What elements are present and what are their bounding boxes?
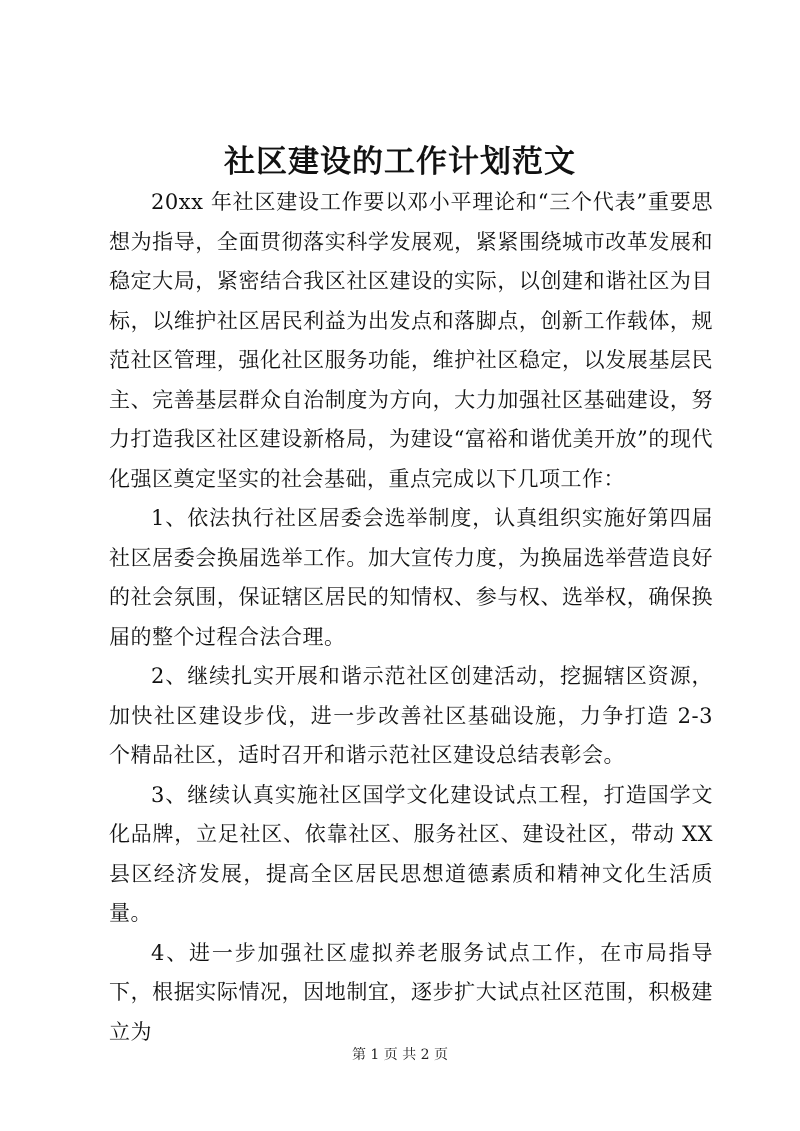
paragraph-intro: 20xx 年社区建设工作要以邓小平理论和“三个代表”重要思想为指导，全面贯彻落实科学发展观，紧紧围绕城市改革发展和稳定大局，紧密结合我区社区建设的实际，以创建和谐社区为目标，以维护社区居民利益为出发点和落脚点，创新工作载体，规范社区管理，强化社区服务功能，维护社区稳定，以发展基层民主、完善基层群众自治制度为方向，大力加强社区基础建设，努力打造我区社区建设新格局，为建设“富裕和谐优美开放”的现代化强区奠定坚实的社会基础，重点完成以下几项工作： xyxy=(109,190,713,491)
paragraph-item-4: 4、进一步加强社区虚拟养老服务试点工作，在市局指导下，根据实际情况，因地制宜，逐步扩大试点社区范围，积极建立为 xyxy=(109,940,713,1044)
paragraph-item-1: 1、依法执行社区居委会选举制度，认真组织实施好第四届社区居委会换届选举工作。加大宣传力度，为换届选举营造良好的社会氛围，保证辖区居民的知情权、参与权、选举权，确保换届的整个过程合法合理。 xyxy=(109,506,713,649)
paragraph-item-3: 3、继续认真实施社区国学文化建设试点工程，打造国学文化品牌，立足社区、依靠社区、服务社区、建设社区，带动 XX 县区经济发展，提高全区居民思想道德素质和精神文化生活质量。 xyxy=(109,782,713,925)
page-footer: 第 1 页 共 2 页 xyxy=(351,1047,449,1063)
document-title: 社区建设的工作计划范文 xyxy=(224,144,576,180)
document-body xyxy=(109,183,713,1052)
paragraph-item-2: 2、继续扎实开展和谐示范社区创建活动，挖掘辖区资源，加快社区建设步伐，进一步改善社区基础设施，力争打造 2-3 个精品社区，适时召开和谐示范社区建设总结表彰会。 xyxy=(109,664,713,767)
